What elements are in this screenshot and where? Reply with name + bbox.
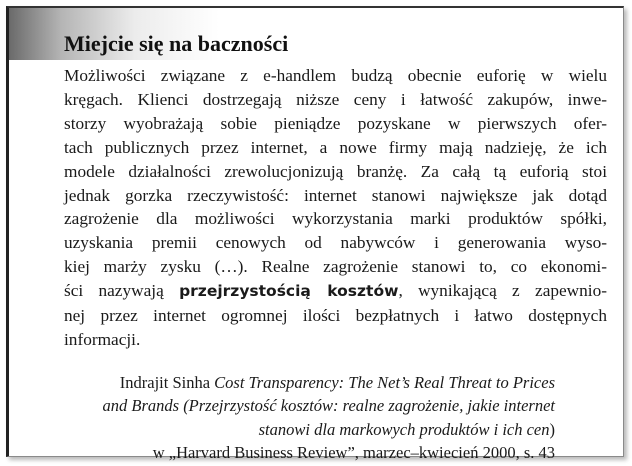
text: , wynikającą z zapewnio-	[398, 281, 607, 301]
body-line: informacji.	[64, 329, 141, 349]
body-line: tach publicznych przez internet, a nowe firmy mają nadzieję, że ich	[64, 137, 607, 157]
citation-source: w „Harvard Business Review”, marzec–kwiecień 2000, s. 43	[152, 442, 555, 462]
citation	[103, 371, 555, 464]
body-line: uzyskania premii cenowych od nabywców i generowania wyso-	[64, 233, 607, 253]
body-line: kiej marży zysku (…). Realne zagrożenie stanowi to, co ekonomi-	[64, 257, 607, 277]
box-title: Miejcie się na baczności	[64, 31, 289, 56]
sidebar-box	[6, 6, 624, 462]
body-line: nej przez internet ogromnej ilości bezpłatnych i łatwo dostępnych	[64, 306, 607, 326]
citation-author: Indrajit Sinha	[119, 373, 215, 392]
body-line: jednak gorzka rzeczywistość: internet stanowi największe jak dotąd	[64, 185, 607, 205]
text: )	[549, 419, 555, 439]
text: ści nazywają	[64, 281, 180, 301]
citation-title: and Brands	[102, 396, 180, 416]
body-line: Możliwości związane z e-handlem budzą obecnie euforię w wielu	[64, 66, 607, 85]
emphasis-term: przejrzystością kosztów	[179, 282, 399, 301]
citation-translation: stanowi dla markowych produktów i ich cen	[258, 419, 550, 439]
citation-title: Cost Transparency: The Net’s Real Threat to Prices	[214, 373, 555, 392]
body-line: zagrożenie dla możliwości wykorzystania marki produktów spółki,	[64, 209, 607, 229]
citation-translation: (Przejrzystość kosztów: realne zagrożenie, jakie internet	[183, 396, 555, 416]
body-line: modele działalności zrewolucjonizują branżę. Za całą tą euforią stoi	[64, 161, 607, 181]
body-line-emphasis	[64, 279, 607, 304]
body-line: kręgach. Klienci dostrzegają niższe ceny i łatwość zakupów, inwe-	[64, 89, 607, 109]
box-body	[64, 64, 607, 352]
body-line: storzy wyobrażają sobie pieniądze pozyskane w pierwszych ofer-	[64, 113, 607, 133]
